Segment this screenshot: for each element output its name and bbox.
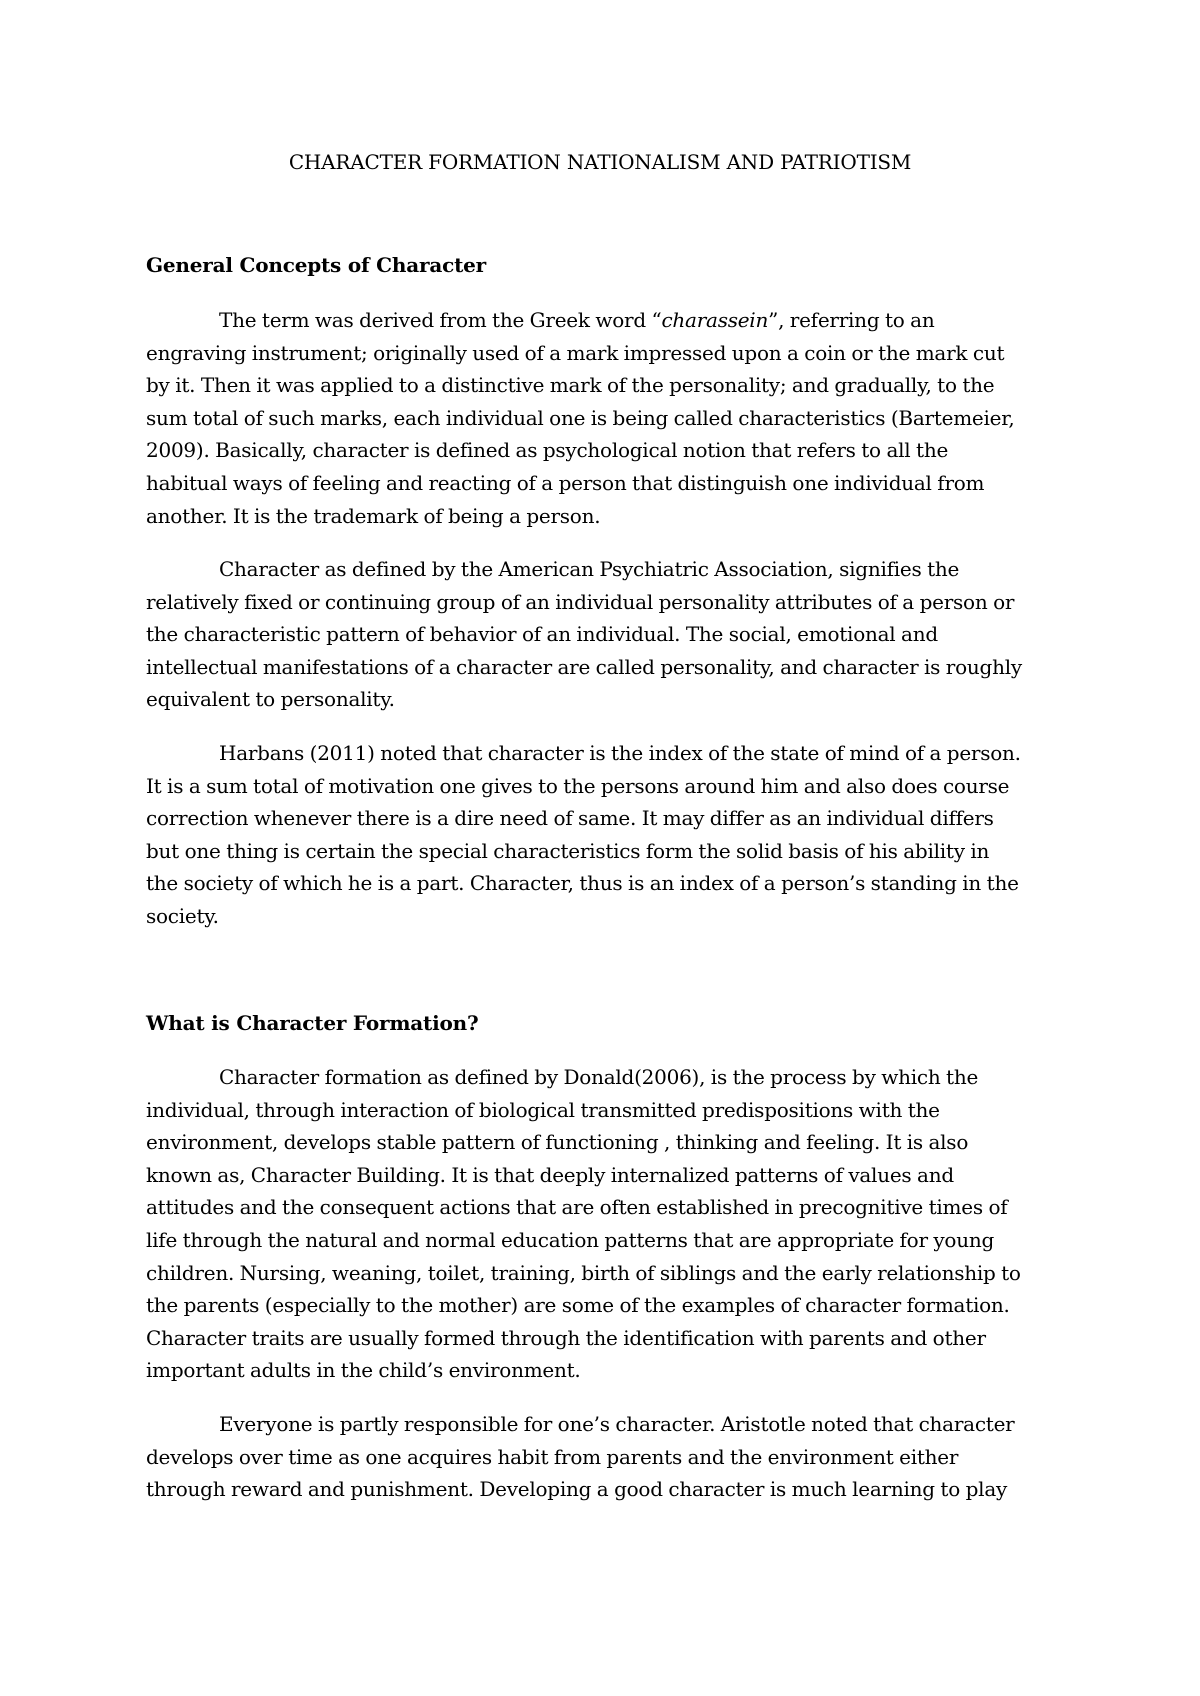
paragraph-line: attitudes and the consequent actions that are often established in precognitive times of [146,1195,1008,1220]
paragraph-line: individual, through interaction of biological transmitted predispositions with the [146,1097,940,1122]
paragraph-line: the society of which he is a part. Character, thus is an index of a person’s standing in the [146,871,1019,896]
paragraph-line: sum total of such marks, each individual one is being called characteristics (Bartemeier, [146,405,1015,430]
italic-term: charassein [661,308,769,332]
paragraph-line: society. [146,903,219,928]
paragraph-line: another. It is the trademark of being a person. [146,503,601,528]
paragraph-line: Character traits are usually formed through the identification with parents and other [146,1325,986,1350]
paragraph-line: It is a sum total of motivation one gives to the persons around him and also does course [146,773,1010,798]
paragraph-line: through reward and punishment. Developing a good character is much learning to play [146,1477,1008,1502]
paragraph-apa-definition [146,553,1066,716]
paragraph-line: The term was derived from the Greek word “charassein”, referring to an [219,308,935,332]
paragraph-line: develops over time as one acquires habit from parents and the environment either [146,1444,959,1469]
document-title: CHARACTER FORMATION NATIONALISM AND PATRIOTISM [288,150,912,174]
section-heading-character-formation: What is Character Formation? [146,1011,479,1035]
paragraph-line: Character formation as defined by Donald(2006), is the process by which the [219,1065,979,1089]
paragraph-line: by it. Then it was applied to a distinctive mark of the personality; and gradually, to the [146,373,995,398]
paragraph-harbans [146,737,1066,933]
paragraph-line: Harbans (2011) noted that character is the index of the state of mind of a person. [219,741,1021,765]
paragraph-line: the characteristic pattern of behavior of an individual. The social, emotional and [146,622,938,647]
paragraph-line: Everyone is partly responsible for one’s character. Aristotle noted that character [219,1412,1015,1436]
section-heading-general-concepts: General Concepts of Character [146,253,486,277]
paragraph-line: intellectual manifestations of a character are called personality, and character is roughly [146,654,1022,679]
paragraph-line: equivalent to personality. [146,687,395,712]
paragraph-line: correction whenever there is a dire need of same. It may differ as an individual differs [146,806,994,831]
paragraph-line: environment, develops stable pattern of functioning , thinking and feeling. It is also [146,1130,969,1155]
paragraph-line: known as, Character Building. It is that deeply internalized patterns of values and [146,1162,954,1187]
paragraph-line: children. Nursing, weaning, toilet, training, birth of siblings and the early relationship to [146,1260,1021,1285]
paragraph-line: 2009). Basically, character is defined as psychological notion that refers to all the [146,438,949,463]
paragraph-line: important adults in the child’s environment. [146,1358,581,1383]
paragraph-line: the parents (especially to the mother) are some of the examples of character formation. [146,1293,1010,1318]
paragraph-line: Character as defined by the American Psychiatric Association, signifies the [219,557,960,581]
paragraph-line: habitual ways of feeling and reacting of a person that distinguish one individual from [146,470,985,495]
paragraph-line: relatively fixed or continuing group of an individual personality attributes of a person or [146,589,1015,614]
paragraph-donald-definition [146,1061,1066,1387]
paragraph-aristotle [146,1408,1066,1506]
paragraph-line: engraving instrument; originally used of a mark impressed upon a coin or the mark cut [146,340,1005,365]
paragraph-line: but one thing is certain the special characteristics form the solid basis of his ability in [146,838,990,863]
paragraph-line: life through the natural and normal education patterns that are appropriate for young [146,1227,995,1252]
paragraph-term-origin [146,304,1066,532]
